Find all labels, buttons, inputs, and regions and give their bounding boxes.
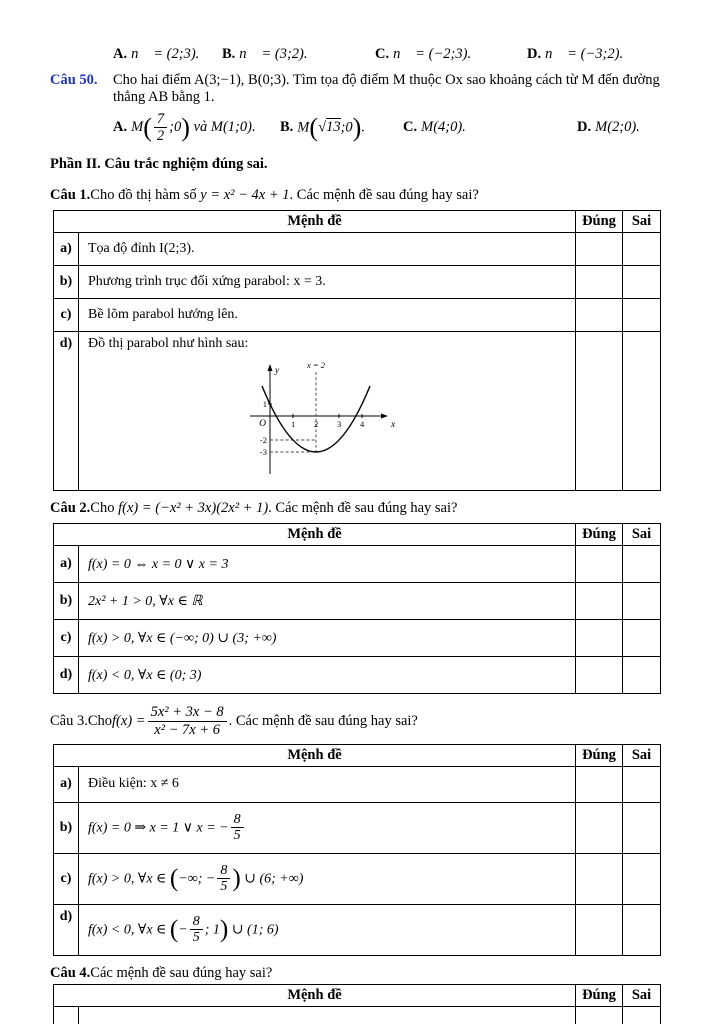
y-axis-label: y: [275, 366, 280, 377]
table-row: [54, 299, 661, 332]
row-key: b): [54, 802, 79, 853]
fraction-numerator: 8: [233, 811, 241, 827]
right-paren: ): [232, 865, 241, 893]
row-statement-cell: [79, 802, 576, 853]
table-row: [54, 1006, 661, 1024]
row-statement: f(x) > 0, ∀x ∈ (−∞; 0) ∪ (3; +∞): [79, 620, 576, 657]
column-header-false: Sai: [623, 744, 661, 766]
fraction-numerator: 8: [192, 913, 200, 929]
option-label: A.: [113, 119, 128, 136]
answer-cell-true: [576, 766, 623, 802]
option-math: M(4;0).: [421, 119, 466, 136]
row-statement: Phương trình trục đối xứng parabol: x = 3.: [79, 266, 576, 299]
row-statement-cell: [79, 853, 576, 904]
answer-cell-false: [623, 657, 661, 694]
row-statement: f(x) < 0, ∀x ∈ (0; 3): [79, 657, 576, 694]
y-axis-arrow: [268, 364, 273, 371]
column-header-statement: Mệnh đề: [54, 524, 576, 546]
answer-cell-true: [576, 802, 623, 853]
x-tick-label: 3: [337, 419, 342, 430]
answer-option-c: [375, 46, 527, 63]
answer-cell-true: [576, 904, 623, 955]
fraction: [152, 111, 169, 144]
left-paren: (: [169, 865, 179, 893]
row-key: c): [54, 299, 79, 332]
answer-cell-false: [623, 266, 661, 299]
question-50-head: [50, 72, 675, 106]
column-header-false: Sai: [623, 524, 661, 546]
answer-option-d: [527, 46, 623, 63]
radicand: 13: [326, 119, 341, 136]
question-number: Câu 2.: [50, 500, 91, 517]
truefalse-table-q2: [53, 523, 661, 694]
answer-option-b: [280, 112, 403, 142]
column-header-statement: Mệnh đề: [54, 984, 576, 1006]
answer-option-a: [113, 46, 222, 63]
fraction: [229, 812, 246, 844]
row-statement: f(x) < 0, ∀x ∈: [88, 922, 170, 938]
row-statement: ∪ (6; +∞): [240, 871, 304, 887]
option-label: C.: [403, 119, 418, 136]
column-header-false: Sai: [623, 211, 661, 233]
table-header-row: [54, 211, 661, 233]
column-header-statement: Mệnh đề: [54, 211, 576, 233]
answer-cell-true: [576, 299, 623, 332]
option-math: ;0: [340, 119, 353, 136]
question-1-title: [50, 187, 675, 204]
option-math: M: [297, 119, 310, 136]
answer-cell-true: [576, 853, 623, 904]
question-4-title: [50, 965, 675, 982]
x-tick-label: 1: [291, 419, 296, 430]
column-header-true: Đúng: [576, 211, 623, 233]
fraction-denominator: x² − 7x + 6: [148, 721, 227, 738]
truefalse-table-q1: [53, 210, 661, 491]
column-header-true: Đúng: [576, 744, 623, 766]
formula-lhs: f(x) =: [112, 712, 146, 729]
row-statement: −: [178, 922, 188, 938]
column-header-false: Sai: [623, 984, 661, 1006]
question-text: Các mệnh đề sau đúng hay sai?: [90, 964, 273, 981]
answer-cell-true: [576, 266, 623, 299]
question-text: . Các mệnh đề sau đúng hay sai?: [228, 712, 418, 729]
answer-option-b: [222, 46, 375, 63]
x-tick-label: 4: [360, 419, 365, 430]
parabola-graph: [236, 356, 408, 485]
question-text: . Các mệnh đề sau đúng hay sai?: [268, 500, 458, 517]
option-label: C.: [375, 46, 390, 62]
right-paren: ): [219, 916, 229, 944]
answer-cell-false: [623, 233, 661, 266]
answer-cell-false: [623, 546, 661, 583]
option-math: M(2;0).: [595, 119, 640, 136]
row-statement: ; 1: [204, 922, 220, 938]
answer-cell-true: [576, 233, 623, 266]
left-paren: (: [143, 112, 152, 142]
fraction-numerator: 7: [156, 111, 165, 127]
option-math: n⃗ = (2;3).: [131, 46, 200, 62]
table-row: [54, 802, 661, 853]
fraction: [146, 704, 229, 737]
row-key: b): [54, 266, 79, 299]
answer-cell-false: [623, 1006, 661, 1024]
fraction-denominator: 5: [217, 878, 230, 895]
table-row: [54, 620, 661, 657]
row-statement: Đồ thị parabol như hình sau:: [88, 336, 249, 352]
answer-cell-false: [623, 620, 661, 657]
option-label: A.: [113, 46, 128, 62]
left-paren: (: [309, 112, 319, 142]
question-text: Cho: [90, 500, 119, 517]
column-header-true: Đúng: [576, 984, 623, 1006]
option-math: n⃗ = (−2;3).: [393, 46, 472, 62]
table-row: [54, 766, 661, 802]
table-header-row: [54, 984, 661, 1006]
row-key: c): [54, 620, 79, 657]
table-row: [54, 233, 661, 266]
row-key: d): [54, 332, 79, 491]
answer-cell-false: [623, 583, 661, 620]
answer-option-a: [113, 111, 280, 144]
answer-cell-true: [576, 332, 623, 491]
answer-cell-false: [623, 853, 661, 904]
row-key: d): [54, 657, 79, 694]
dashed-line-label: x = 2: [306, 360, 326, 371]
table-header-row: [54, 744, 661, 766]
parabola-plot: [236, 356, 408, 480]
option-math: ;0: [169, 119, 182, 136]
left-paren: (: [169, 916, 179, 944]
column-header-true: Đúng: [576, 524, 623, 546]
x-axis-label: x: [391, 420, 396, 431]
table-row: [54, 332, 661, 491]
answer-cell-true: [576, 620, 623, 657]
question-text: . Các mệnh đề sau đúng hay sai?: [289, 187, 479, 204]
row-statement: f(x) = 0 ⇒ x = 1 ∨ x = −: [88, 820, 229, 836]
row-key: a): [54, 766, 79, 802]
option-label: B.: [222, 46, 236, 62]
row-statement: −∞; −: [178, 871, 216, 887]
option-math: và M(1;0).: [189, 119, 256, 136]
table-row: [54, 546, 661, 583]
question-number: Câu 4.: [50, 964, 91, 981]
fraction: [188, 914, 205, 946]
answer-cell-true: [576, 657, 623, 694]
answer-cell-false: [623, 332, 661, 491]
row-statement-cell: [79, 904, 576, 955]
question-text: Cho: [87, 712, 113, 729]
formula: y = x² − 4x + 1: [200, 187, 290, 204]
fraction-denominator: 5: [231, 827, 244, 844]
question-3-title: [50, 704, 675, 737]
fraction-numerator: 8: [220, 862, 228, 878]
row-statement: f(x) > 0, ∀x ∈: [88, 871, 170, 887]
row-statement: Tọa độ đỉnh I(2;3).: [79, 233, 576, 266]
question-number: Câu 50.: [50, 72, 98, 88]
column-header-statement: Mệnh đề: [54, 744, 576, 766]
answer-cell-true: [576, 546, 623, 583]
answer-option-d: [577, 119, 640, 136]
option-label: B.: [280, 119, 294, 136]
answer-cell-true: [576, 583, 623, 620]
table-row: [54, 583, 661, 620]
question-50: [50, 72, 675, 144]
y-tick-label: 1: [262, 399, 267, 410]
option-math: M: [131, 119, 144, 136]
option-label: D.: [527, 46, 542, 62]
x-axis-arrow: [381, 414, 388, 419]
table-row: [54, 266, 661, 299]
row-statement: ∪ (1; 6): [228, 922, 279, 938]
table-row: [54, 853, 661, 904]
row-key: [54, 1006, 79, 1024]
truefalse-table-q4: [53, 984, 661, 1024]
question-text: Cho đồ thị hàm số: [90, 187, 201, 204]
answer-cell-false: [623, 299, 661, 332]
row-statement: Điều kiện: x ≠ 6: [79, 766, 576, 802]
answer-option-c: [403, 119, 577, 136]
fraction-numerator: 5x² + 3x − 8: [150, 704, 224, 721]
option-label: D.: [577, 119, 592, 136]
row-key: a): [54, 546, 79, 583]
row-statement-cell: [79, 332, 576, 491]
fraction-denominator: 2: [154, 127, 167, 144]
y-tick-label: -2: [259, 435, 267, 446]
x-tick-label: 2: [314, 419, 319, 430]
row-key: c): [54, 853, 79, 904]
truefalse-table-q3: [53, 744, 661, 956]
question-number: Câu 1.: [50, 187, 91, 204]
answer-cell-false: [623, 904, 661, 955]
row-statement: f(x) = 0 ⇔ x = 0 ∨ x = 3: [79, 546, 576, 583]
question-2-title: [50, 500, 675, 517]
right-paren: ): [352, 112, 362, 142]
table-header-row: [54, 524, 661, 546]
row-statement: 2x² + 1 > 0, ∀x ∈ ℝ: [79, 583, 576, 620]
y-tick-label: -3: [259, 447, 267, 458]
answer-cell-false: [623, 766, 661, 802]
question-number: Câu 3.: [50, 712, 88, 729]
q50-options-row: [113, 111, 675, 144]
fraction: [215, 863, 232, 895]
row-key: d): [54, 904, 79, 955]
formula: f(x) = (−x² + 3x)(2x² + 1): [118, 500, 269, 517]
right-paren: ): [181, 112, 190, 142]
question-text: Cho hai điểm A(3;−1), B(0;3). Tìm tọa độ điểm M thuộc Ox sao khoảng cách từ M đến đường thẳng AB bằng 1.: [113, 72, 660, 105]
row-statement: [79, 1006, 576, 1024]
table-row: [54, 904, 661, 955]
section-title: Phần II. Câu trắc nghiệm đúng sai.: [50, 156, 268, 173]
row-key: b): [54, 583, 79, 620]
q49-options-row: [113, 46, 675, 63]
option-math: n⃗ = (3;2).: [239, 46, 308, 62]
option-math: .: [361, 119, 365, 136]
square-root: [318, 118, 340, 135]
row-key: a): [54, 233, 79, 266]
fraction-denominator: 5: [190, 929, 203, 946]
answer-cell-false: [623, 802, 661, 853]
row-statement: Bề lõm parabol hướng lên.: [79, 299, 576, 332]
origin-label: O: [259, 419, 266, 430]
radical-sign: √: [318, 119, 327, 136]
table-row: [54, 657, 661, 694]
option-math: n⃗ = (−3;2).: [545, 46, 624, 62]
answer-cell-true: [576, 1006, 623, 1024]
